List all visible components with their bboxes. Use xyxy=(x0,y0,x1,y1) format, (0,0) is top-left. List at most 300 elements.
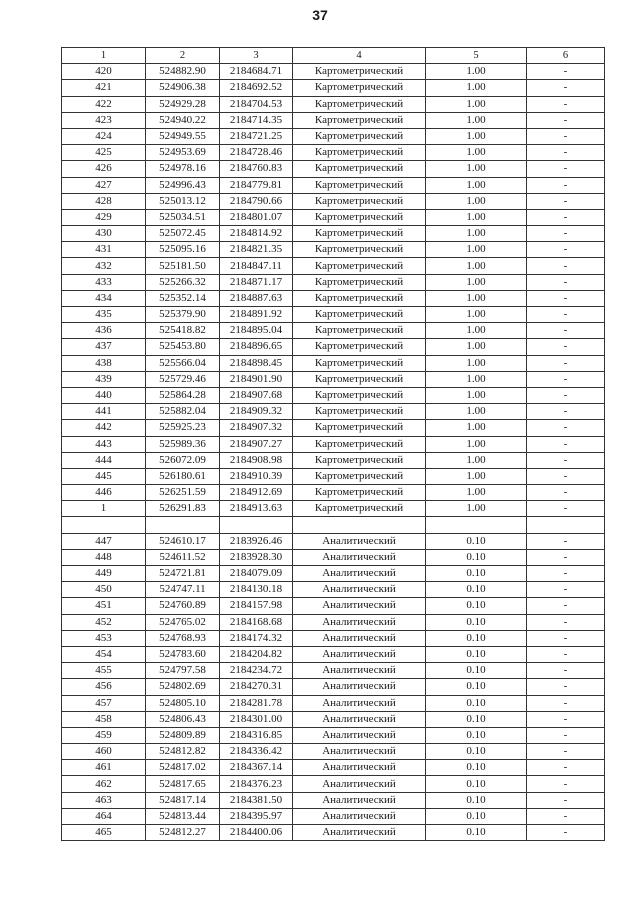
method-cell: Картометрический xyxy=(293,145,426,161)
y-coordinate-cell: 2184847.11 xyxy=(220,258,293,274)
point-number-cell: 449 xyxy=(62,566,146,582)
note-cell: - xyxy=(527,242,605,258)
method-cell: Картометрический xyxy=(293,387,426,403)
method-cell: Картометрический xyxy=(293,177,426,193)
accuracy-cell: 0.10 xyxy=(426,614,527,630)
table-row xyxy=(62,646,605,662)
y-coordinate-cell: 2184684.71 xyxy=(220,64,293,80)
note-cell: - xyxy=(527,274,605,290)
accuracy-cell: 0.10 xyxy=(426,744,527,760)
table-row xyxy=(62,549,605,565)
x-coordinate-cell: 525566.04 xyxy=(146,355,220,371)
point-number-cell: 442 xyxy=(62,420,146,436)
note-cell: - xyxy=(527,679,605,695)
x-coordinate-cell: 524721.81 xyxy=(146,566,220,582)
accuracy-cell: 0.10 xyxy=(426,792,527,808)
note-cell: - xyxy=(527,128,605,144)
accuracy-cell: 1.00 xyxy=(426,177,527,193)
accuracy-cell: 1.00 xyxy=(426,80,527,96)
point-number-cell: 450 xyxy=(62,582,146,598)
table-row xyxy=(62,663,605,679)
method-cell: Картометрический xyxy=(293,436,426,452)
note-cell: - xyxy=(527,355,605,371)
x-coordinate-cell: 525072.45 xyxy=(146,226,220,242)
point-number-cell: 439 xyxy=(62,371,146,387)
y-coordinate-cell: 2184728.46 xyxy=(220,145,293,161)
table-row xyxy=(62,371,605,387)
method-cell: Аналитический xyxy=(293,549,426,565)
method-cell: Картометрический xyxy=(293,468,426,484)
header-cell: 6 xyxy=(527,48,605,64)
point-number-cell: 427 xyxy=(62,177,146,193)
y-coordinate-cell xyxy=(220,517,293,533)
accuracy-cell: 1.00 xyxy=(426,501,527,517)
accuracy-cell: 0.10 xyxy=(426,825,527,841)
accuracy-cell: 1.00 xyxy=(426,258,527,274)
note-cell: - xyxy=(527,226,605,242)
header-cell: 4 xyxy=(293,48,426,64)
method-cell: Картометрический xyxy=(293,80,426,96)
table-row xyxy=(62,209,605,225)
accuracy-cell: 1.00 xyxy=(426,112,527,128)
table-row xyxy=(62,274,605,290)
point-number-cell: 443 xyxy=(62,436,146,452)
y-coordinate-cell: 2184400.06 xyxy=(220,825,293,841)
table-row xyxy=(62,80,605,96)
accuracy-cell: 0.10 xyxy=(426,630,527,646)
y-coordinate-cell: 2184907.27 xyxy=(220,436,293,452)
method-cell: Аналитический xyxy=(293,679,426,695)
point-number-cell: 429 xyxy=(62,209,146,225)
accuracy-cell: 0.10 xyxy=(426,566,527,582)
x-coordinate-cell: 524809.89 xyxy=(146,727,220,743)
note-cell: - xyxy=(527,776,605,792)
table-row xyxy=(62,323,605,339)
header-cell: 1 xyxy=(62,48,146,64)
coordinates-table xyxy=(61,47,605,841)
point-number-cell xyxy=(62,517,146,533)
point-number-cell: 433 xyxy=(62,274,146,290)
accuracy-cell: 0.10 xyxy=(426,533,527,549)
x-coordinate-cell: 524765.02 xyxy=(146,614,220,630)
note-cell: - xyxy=(527,727,605,743)
point-number-cell: 436 xyxy=(62,323,146,339)
y-coordinate-cell: 2184204.82 xyxy=(220,646,293,662)
x-coordinate-cell: 524805.10 xyxy=(146,695,220,711)
note-cell: - xyxy=(527,64,605,80)
separator-row xyxy=(62,517,605,533)
page-number: 37 xyxy=(312,7,328,23)
point-number-cell: 420 xyxy=(62,64,146,80)
y-coordinate-cell: 2184821.35 xyxy=(220,242,293,258)
accuracy-cell: 1.00 xyxy=(426,290,527,306)
x-coordinate-cell: 524817.02 xyxy=(146,760,220,776)
note-cell: - xyxy=(527,436,605,452)
accuracy-cell: 1.00 xyxy=(426,242,527,258)
x-coordinate-cell: 524940.22 xyxy=(146,112,220,128)
method-cell: Картометрический xyxy=(293,355,426,371)
table-row xyxy=(62,485,605,501)
accuracy-cell: 1.00 xyxy=(426,339,527,355)
accuracy-cell: 1.00 xyxy=(426,274,527,290)
note-cell: - xyxy=(527,646,605,662)
method-cell: Аналитический xyxy=(293,630,426,646)
y-coordinate-cell: 2184913.63 xyxy=(220,501,293,517)
table-row xyxy=(62,404,605,420)
point-number-cell: 432 xyxy=(62,258,146,274)
y-coordinate-cell: 2184908.98 xyxy=(220,452,293,468)
method-cell: Картометрический xyxy=(293,371,426,387)
table-row xyxy=(62,808,605,824)
method-cell: Картометрический xyxy=(293,404,426,420)
method-cell: Аналитический xyxy=(293,598,426,614)
accuracy-cell: 0.10 xyxy=(426,582,527,598)
note-cell: - xyxy=(527,744,605,760)
point-number-cell: 421 xyxy=(62,80,146,96)
note-cell: - xyxy=(527,323,605,339)
method-cell: Картометрический xyxy=(293,112,426,128)
x-coordinate-cell: 525418.82 xyxy=(146,323,220,339)
y-coordinate-cell: 2184714.35 xyxy=(220,112,293,128)
point-number-cell: 434 xyxy=(62,290,146,306)
point-number-cell: 452 xyxy=(62,614,146,630)
y-coordinate-cell: 2184907.68 xyxy=(220,387,293,403)
method-cell: Картометрический xyxy=(293,161,426,177)
x-coordinate-cell xyxy=(146,517,220,533)
note-cell: - xyxy=(527,371,605,387)
note-cell: - xyxy=(527,695,605,711)
table-row xyxy=(62,566,605,582)
point-number-cell: 451 xyxy=(62,598,146,614)
note-cell: - xyxy=(527,161,605,177)
x-coordinate-cell: 524996.43 xyxy=(146,177,220,193)
accuracy-cell: 1.00 xyxy=(426,371,527,387)
method-cell: Картометрический xyxy=(293,290,426,306)
x-coordinate-cell: 524906.38 xyxy=(146,80,220,96)
accuracy-cell: 1.00 xyxy=(426,485,527,501)
method-cell: Картометрический xyxy=(293,323,426,339)
accuracy-cell: 1.00 xyxy=(426,404,527,420)
method-cell: Картометрический xyxy=(293,274,426,290)
table-row xyxy=(62,452,605,468)
point-number-cell: 454 xyxy=(62,646,146,662)
method-cell: Картометрический xyxy=(293,242,426,258)
x-coordinate-cell: 525095.16 xyxy=(146,242,220,258)
accuracy-cell: 1.00 xyxy=(426,145,527,161)
point-number-cell: 458 xyxy=(62,711,146,727)
accuracy-cell: 1.00 xyxy=(426,468,527,484)
note-cell: - xyxy=(527,339,605,355)
x-coordinate-cell: 524817.14 xyxy=(146,792,220,808)
x-coordinate-cell: 524611.52 xyxy=(146,549,220,565)
x-coordinate-cell: 524978.16 xyxy=(146,161,220,177)
table-row xyxy=(62,96,605,112)
header-cell: 2 xyxy=(146,48,220,64)
method-cell: Картометрический xyxy=(293,226,426,242)
point-number-cell: 465 xyxy=(62,825,146,841)
table-row xyxy=(62,226,605,242)
accuracy-cell: 1.00 xyxy=(426,96,527,112)
x-coordinate-cell: 525352.14 xyxy=(146,290,220,306)
method-cell: Аналитический xyxy=(293,582,426,598)
table-row xyxy=(62,533,605,549)
accuracy-cell: 0.10 xyxy=(426,776,527,792)
table-row xyxy=(62,161,605,177)
method-cell: Картометрический xyxy=(293,501,426,517)
note-cell: - xyxy=(527,80,605,96)
y-coordinate-cell: 2184079.09 xyxy=(220,566,293,582)
y-coordinate-cell: 2184896.65 xyxy=(220,339,293,355)
method-cell: Аналитический xyxy=(293,614,426,630)
table-row xyxy=(62,355,605,371)
x-coordinate-cell: 524610.17 xyxy=(146,533,220,549)
x-coordinate-cell: 524882.90 xyxy=(146,64,220,80)
table-row xyxy=(62,436,605,452)
y-coordinate-cell: 2184895.04 xyxy=(220,323,293,339)
method-cell: Аналитический xyxy=(293,808,426,824)
y-coordinate-cell: 2184316.85 xyxy=(220,727,293,743)
x-coordinate-cell: 524929.28 xyxy=(146,96,220,112)
table-row xyxy=(62,145,605,161)
method-cell: Аналитический xyxy=(293,744,426,760)
accuracy-cell: 0.10 xyxy=(426,695,527,711)
note-cell: - xyxy=(527,566,605,582)
table-header-row xyxy=(62,48,605,64)
point-number-cell: 444 xyxy=(62,452,146,468)
note-cell: - xyxy=(527,501,605,517)
accuracy-cell: 1.00 xyxy=(426,307,527,323)
point-number-cell: 457 xyxy=(62,695,146,711)
note-cell: - xyxy=(527,468,605,484)
x-coordinate-cell: 526072.09 xyxy=(146,452,220,468)
note-cell: - xyxy=(527,711,605,727)
x-coordinate-cell: 524783.60 xyxy=(146,646,220,662)
y-coordinate-cell: 2184704.53 xyxy=(220,96,293,112)
method-cell: Аналитический xyxy=(293,776,426,792)
x-coordinate-cell: 525882.04 xyxy=(146,404,220,420)
point-number-cell: 435 xyxy=(62,307,146,323)
note-cell: - xyxy=(527,209,605,225)
x-coordinate-cell: 524949.55 xyxy=(146,128,220,144)
table-row xyxy=(62,339,605,355)
y-coordinate-cell: 2184336.42 xyxy=(220,744,293,760)
note-cell: - xyxy=(527,792,605,808)
x-coordinate-cell: 525729.46 xyxy=(146,371,220,387)
method-cell: Картометрический xyxy=(293,307,426,323)
x-coordinate-cell: 524817.65 xyxy=(146,776,220,792)
point-number-cell: 460 xyxy=(62,744,146,760)
table-row xyxy=(62,290,605,306)
y-coordinate-cell: 2183926.46 xyxy=(220,533,293,549)
note-cell: - xyxy=(527,404,605,420)
note-cell: - xyxy=(527,549,605,565)
note-cell: - xyxy=(527,307,605,323)
y-coordinate-cell: 2184901.90 xyxy=(220,371,293,387)
point-number-cell: 459 xyxy=(62,727,146,743)
x-coordinate-cell: 525266.32 xyxy=(146,274,220,290)
y-coordinate-cell: 2184174.32 xyxy=(220,630,293,646)
x-coordinate-cell: 525034.51 xyxy=(146,209,220,225)
note-cell: - xyxy=(527,193,605,209)
x-coordinate-cell: 525864.28 xyxy=(146,387,220,403)
method-cell: Аналитический xyxy=(293,663,426,679)
y-coordinate-cell: 2184909.32 xyxy=(220,404,293,420)
y-coordinate-cell: 2184907.32 xyxy=(220,420,293,436)
accuracy-cell: 1.00 xyxy=(426,161,527,177)
x-coordinate-cell: 525379.90 xyxy=(146,307,220,323)
note-cell: - xyxy=(527,760,605,776)
method-cell: Картометрический xyxy=(293,96,426,112)
accuracy-cell: 1.00 xyxy=(426,209,527,225)
method-cell: Аналитический xyxy=(293,760,426,776)
x-coordinate-cell: 524812.27 xyxy=(146,825,220,841)
y-coordinate-cell: 2184376.23 xyxy=(220,776,293,792)
y-coordinate-cell: 2184270.31 xyxy=(220,679,293,695)
accuracy-cell: 1.00 xyxy=(426,355,527,371)
accuracy-cell: 1.00 xyxy=(426,193,527,209)
point-number-cell: 430 xyxy=(62,226,146,242)
point-number-cell: 426 xyxy=(62,161,146,177)
table-row xyxy=(62,128,605,144)
method-cell: Картометрический xyxy=(293,452,426,468)
point-number-cell: 461 xyxy=(62,760,146,776)
y-coordinate-cell: 2184281.78 xyxy=(220,695,293,711)
y-coordinate-cell: 2184130.18 xyxy=(220,582,293,598)
accuracy-cell: 0.10 xyxy=(426,646,527,662)
y-coordinate-cell: 2184871.17 xyxy=(220,274,293,290)
table-row xyxy=(62,792,605,808)
note-cell: - xyxy=(527,533,605,549)
accuracy-cell: 0.10 xyxy=(426,549,527,565)
method-cell: Аналитический xyxy=(293,695,426,711)
point-number-cell: 438 xyxy=(62,355,146,371)
y-coordinate-cell: 2184168.68 xyxy=(220,614,293,630)
point-number-cell: 1 xyxy=(62,501,146,517)
table-row xyxy=(62,64,605,80)
y-coordinate-cell: 2184887.63 xyxy=(220,290,293,306)
point-number-cell: 423 xyxy=(62,112,146,128)
accuracy-cell: 0.10 xyxy=(426,679,527,695)
point-number-cell: 437 xyxy=(62,339,146,355)
point-number-cell: 440 xyxy=(62,387,146,403)
method-cell: Картометрический xyxy=(293,193,426,209)
note-cell: - xyxy=(527,387,605,403)
accuracy-cell: 0.10 xyxy=(426,760,527,776)
point-number-cell: 422 xyxy=(62,96,146,112)
table-row xyxy=(62,679,605,695)
point-number-cell: 441 xyxy=(62,404,146,420)
method-cell: Картометрический xyxy=(293,485,426,501)
x-coordinate-cell: 524747.11 xyxy=(146,582,220,598)
point-number-cell: 424 xyxy=(62,128,146,144)
y-coordinate-cell: 2184760.83 xyxy=(220,161,293,177)
point-number-cell: 431 xyxy=(62,242,146,258)
method-cell: Аналитический xyxy=(293,646,426,662)
y-coordinate-cell: 2184912.69 xyxy=(220,485,293,501)
method-cell: Аналитический xyxy=(293,566,426,582)
accuracy-cell: 0.10 xyxy=(426,727,527,743)
note-cell: - xyxy=(527,112,605,128)
y-coordinate-cell: 2184367.14 xyxy=(220,760,293,776)
method-cell: Аналитический xyxy=(293,533,426,549)
x-coordinate-cell: 526291.83 xyxy=(146,501,220,517)
point-number-cell: 462 xyxy=(62,776,146,792)
table-row xyxy=(62,744,605,760)
note-cell: - xyxy=(527,177,605,193)
y-coordinate-cell: 2184814.92 xyxy=(220,226,293,242)
point-number-cell: 425 xyxy=(62,145,146,161)
x-coordinate-cell: 524953.69 xyxy=(146,145,220,161)
table-row xyxy=(62,177,605,193)
x-coordinate-cell: 524768.93 xyxy=(146,630,220,646)
note-cell: - xyxy=(527,258,605,274)
y-coordinate-cell: 2184395.97 xyxy=(220,808,293,824)
method-cell: Аналитический xyxy=(293,711,426,727)
accuracy-cell: 0.10 xyxy=(426,711,527,727)
x-coordinate-cell: 524806.43 xyxy=(146,711,220,727)
y-coordinate-cell: 2183928.30 xyxy=(220,549,293,565)
x-coordinate-cell: 525925.23 xyxy=(146,420,220,436)
note-cell: - xyxy=(527,582,605,598)
y-coordinate-cell: 2184692.52 xyxy=(220,80,293,96)
method-cell: Картометрический xyxy=(293,258,426,274)
table-row xyxy=(62,387,605,403)
table-row xyxy=(62,582,605,598)
method-cell: Аналитический xyxy=(293,727,426,743)
y-coordinate-cell: 2184301.00 xyxy=(220,711,293,727)
method-cell: Картометрический xyxy=(293,209,426,225)
accuracy-cell: 1.00 xyxy=(426,128,527,144)
accuracy-cell: 0.10 xyxy=(426,663,527,679)
note-cell: - xyxy=(527,630,605,646)
x-coordinate-cell: 525013.12 xyxy=(146,193,220,209)
y-coordinate-cell: 2184790.66 xyxy=(220,193,293,209)
accuracy-cell: 1.00 xyxy=(426,226,527,242)
y-coordinate-cell: 2184157.98 xyxy=(220,598,293,614)
method-cell: Аналитический xyxy=(293,825,426,841)
x-coordinate-cell: 526251.59 xyxy=(146,485,220,501)
y-coordinate-cell: 2184721.25 xyxy=(220,128,293,144)
table-row xyxy=(62,630,605,646)
x-coordinate-cell: 524760.89 xyxy=(146,598,220,614)
accuracy-cell: 1.00 xyxy=(426,323,527,339)
point-number-cell: 464 xyxy=(62,808,146,824)
table-row xyxy=(62,598,605,614)
accuracy-cell xyxy=(426,517,527,533)
table-row xyxy=(62,695,605,711)
x-coordinate-cell: 525181.50 xyxy=(146,258,220,274)
method-cell: Картометрический xyxy=(293,339,426,355)
method-cell: Аналитический xyxy=(293,792,426,808)
accuracy-cell: 0.10 xyxy=(426,598,527,614)
note-cell: - xyxy=(527,452,605,468)
table-row xyxy=(62,420,605,436)
header-cell: 5 xyxy=(426,48,527,64)
note-cell xyxy=(527,517,605,533)
note-cell: - xyxy=(527,96,605,112)
y-coordinate-cell: 2184910.39 xyxy=(220,468,293,484)
y-coordinate-cell: 2184779.81 xyxy=(220,177,293,193)
table-row xyxy=(62,112,605,128)
point-number-cell: 445 xyxy=(62,468,146,484)
table-row xyxy=(62,614,605,630)
accuracy-cell: 1.00 xyxy=(426,387,527,403)
table-row xyxy=(62,825,605,841)
x-coordinate-cell: 524812.82 xyxy=(146,744,220,760)
note-cell: - xyxy=(527,485,605,501)
accuracy-cell: 1.00 xyxy=(426,436,527,452)
note-cell: - xyxy=(527,808,605,824)
